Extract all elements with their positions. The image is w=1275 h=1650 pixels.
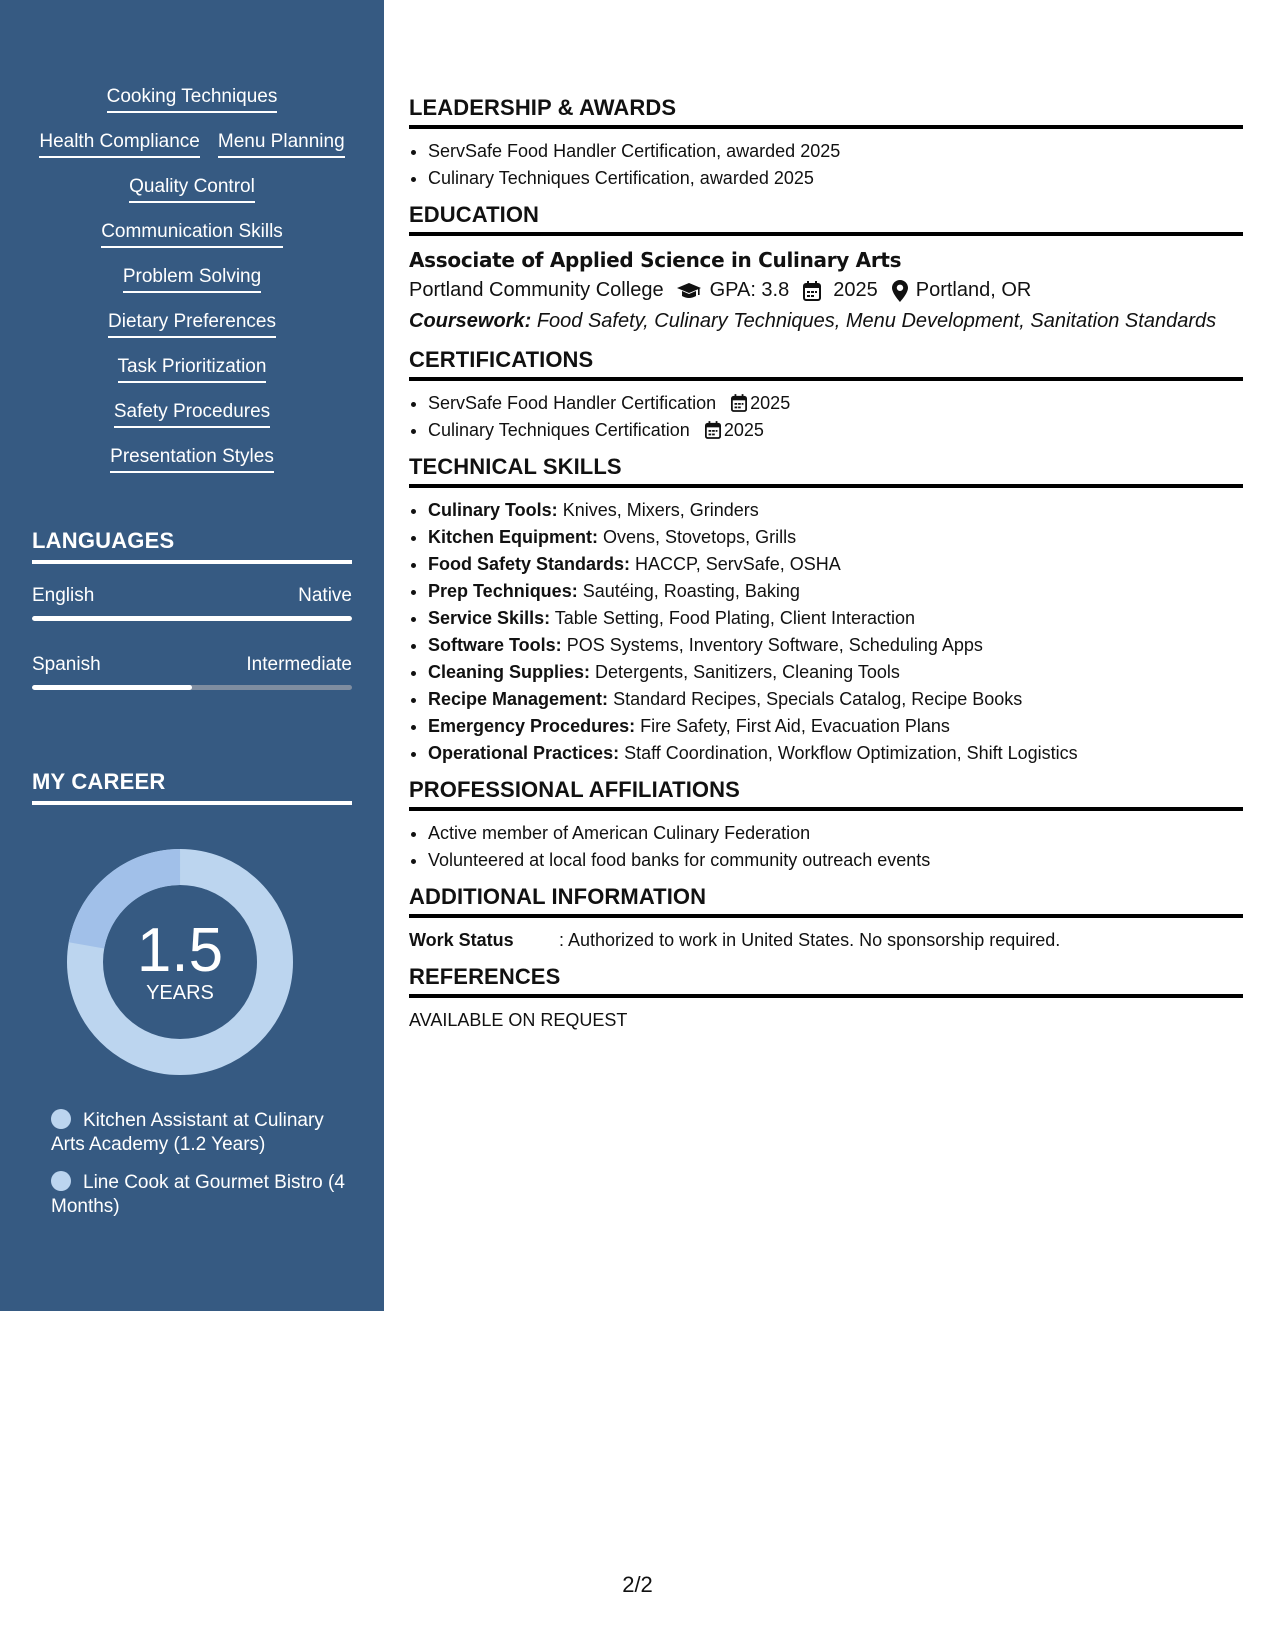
skill-tag: Dietary Preferences [108, 311, 276, 338]
location-pin-icon [892, 280, 908, 302]
skill-item: • Food Safety Standards: HACCP, ServSafe, OSHA [428, 551, 1243, 578]
skill-tag: Presentation Styles [110, 446, 274, 473]
language-name: Spanish [32, 654, 101, 675]
location: Portland, OR [915, 279, 1032, 301]
section-heading: CERTIFICATIONS [409, 347, 1243, 381]
references-section [409, 964, 1243, 1034]
skill-item: • Software Tools: POS Systems, Inventory Software, Scheduling Apps [428, 632, 1243, 659]
language-row [32, 654, 352, 676]
career-years-unit: YEARS [146, 982, 214, 1004]
education-details [409, 275, 1243, 306]
career-years-value: 1.5 [136, 916, 224, 985]
language-bar [32, 616, 352, 621]
section-heading: EDUCATION [409, 202, 1243, 236]
list-item: • Active member of American Culinary Federation [428, 820, 1243, 847]
list-item: • ServSafe Food Handler Certification, awarded 2025 [428, 138, 1243, 165]
skill-tag: Problem Solving [123, 266, 261, 293]
gpa: GPA: 3.8 [709, 279, 790, 301]
graduation-cap-icon [676, 281, 702, 301]
certifications-section [409, 347, 1243, 444]
work-status-label: Work Status [409, 930, 514, 950]
career-item: Line Cook at Gourmet Bistro (4 Months) [51, 1172, 345, 1217]
skill-tag: Quality Control [129, 176, 255, 203]
language-bar-fill [32, 616, 352, 621]
references-text: AVAILABLE ON REQUEST [409, 1010, 628, 1030]
coursework-list: Food Safety, Culinary Techniques, Menu Development, Sanitation Standards [536, 310, 1217, 332]
page-number: 2/2 [622, 1572, 653, 1597]
sidebar [0, 0, 384, 1311]
skill-item: • Culinary Tools: Knives, Mixers, Grinders [428, 497, 1243, 524]
list-item: • Culinary Techniques Certification, awarded 2025 [428, 165, 1243, 192]
skill-tag: Cooking Techniques [107, 86, 278, 113]
skill-item: • Service Skills: Table Setting, Food Plating, Client Interaction [428, 605, 1243, 632]
skill-tag: Communication Skills [101, 221, 283, 248]
coursework [409, 306, 1243, 337]
education-section [409, 202, 1243, 337]
leadership-section [409, 95, 1243, 192]
section-heading: LEADERSHIP & AWARDS [409, 95, 1243, 129]
section-heading: ADDITIONAL INFORMATION [409, 884, 1243, 918]
list-item: • Volunteered at local food banks for community outreach events [428, 847, 1243, 874]
skill-tag: Health Compliance [39, 131, 200, 158]
calendar-icon [803, 281, 821, 301]
skill-item: • Operational Practices: Staff Coordination, Workflow Optimization, Shift Logistics [428, 740, 1243, 767]
coursework-label: Coursework: [409, 310, 532, 332]
work-status-row [409, 927, 1243, 954]
languages-heading: LANGUAGES [32, 528, 352, 564]
language-level: Native [298, 585, 352, 606]
section-heading: REFERENCES [409, 964, 1243, 998]
technical-skills-section [409, 454, 1243, 767]
career-item: Kitchen Assistant at Culinary Arts Academy (1.2 Years) [51, 1110, 324, 1155]
skill-tag: Safety Procedures [114, 401, 270, 428]
language-bar-fill [32, 685, 192, 690]
section-heading: TECHNICAL SKILLS [409, 454, 1243, 488]
section-heading: PROFESSIONAL AFFILIATIONS [409, 777, 1243, 811]
degree-title: Associate of Applied Science in Culinary Arts [409, 248, 902, 272]
skill-tag: Task Prioritization [118, 356, 267, 383]
skill-item: • Recipe Management: Standard Recipes, Specials Catalog, Recipe Books [428, 686, 1243, 713]
career-heading: MY CAREER [32, 769, 352, 805]
calendar-icon [731, 394, 747, 412]
graduation-year: 2025 [833, 279, 878, 301]
calendar-icon [705, 421, 721, 439]
bullet-dot-icon [51, 1171, 71, 1191]
work-status-value: : Authorized to work in United States. No sponsorship required. [559, 930, 1061, 950]
skill-tag: Menu Planning [218, 131, 345, 158]
language-row [32, 585, 352, 607]
list-item: • ServSafe Food Handler Certification 2025 [428, 390, 1243, 417]
additional-info-section [409, 884, 1243, 954]
skills-list [0, 86, 384, 491]
language-name: English [32, 585, 95, 606]
bullet-dot-icon [51, 1109, 71, 1129]
main-content [409, 95, 1243, 1044]
career-list [51, 1109, 351, 1233]
school-name: Portland Community College [409, 279, 664, 301]
skill-item: • Cleaning Supplies: Detergents, Sanitizers, Cleaning Tools [428, 659, 1243, 686]
skill-item: • Emergency Procedures: Fire Safety, First Aid, Evacuation Plans [428, 713, 1243, 740]
language-bar [32, 685, 352, 690]
skill-item: • Kitchen Equipment: Ovens, Stovetops, Grills [428, 524, 1243, 551]
list-item: • Culinary Techniques Certification 2025 [428, 417, 1243, 444]
skill-item: • Prep Techniques: Sautéing, Roasting, Baking [428, 578, 1243, 605]
language-level: Intermediate [246, 654, 352, 675]
affiliations-section [409, 777, 1243, 874]
